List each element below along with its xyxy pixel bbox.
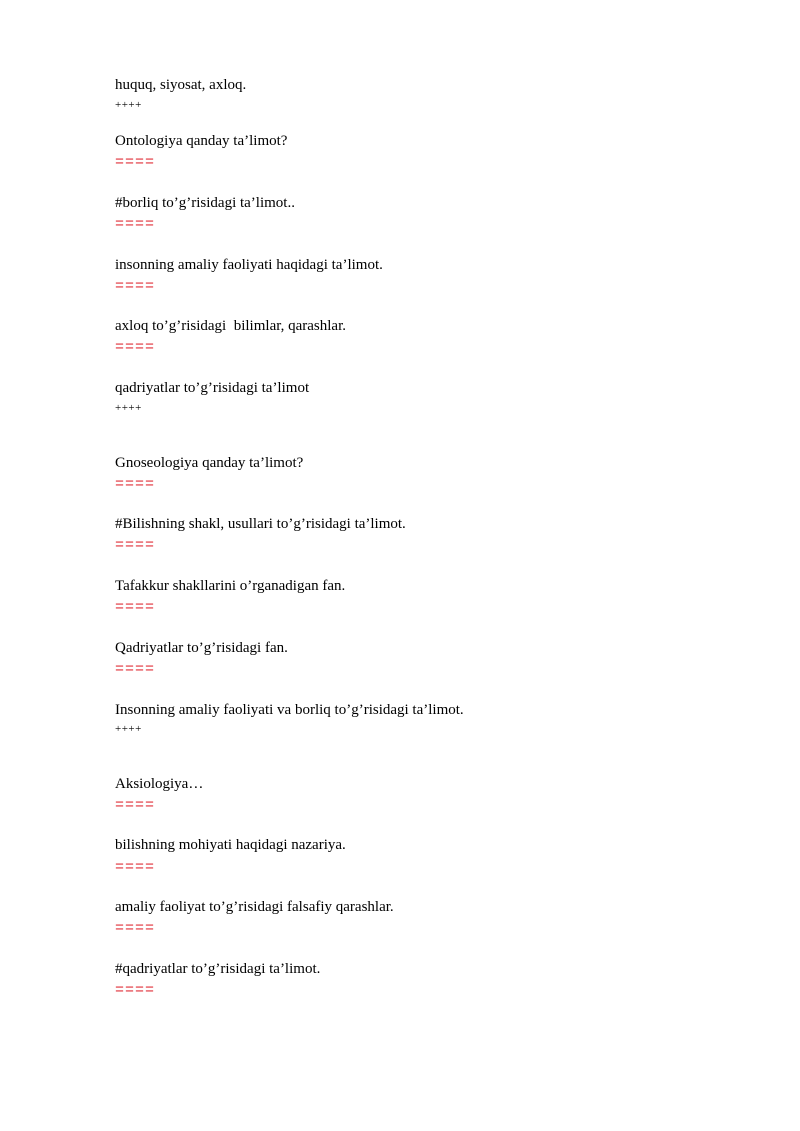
answer-line: insonning amaliy faoliyati haqidagi ta’limot. bbox=[115, 257, 383, 273]
plus-separator: ++++ bbox=[115, 99, 142, 111]
equals-separator: ==== bbox=[115, 278, 156, 295]
answer-line: huquq, siyosat, axloq. bbox=[115, 77, 247, 93]
answer-line: Qadriyatlar to’g’risidagi fan. bbox=[115, 640, 288, 656]
answer-line: qadriyatlar to’g’risidagi ta’limot bbox=[115, 380, 310, 396]
equals-separator: ==== bbox=[115, 476, 156, 493]
equals-separator: ==== bbox=[115, 216, 156, 233]
answer-line: Tafakkur shakllarini o’rganadigan fan. bbox=[115, 578, 346, 594]
equals-separator: ==== bbox=[115, 537, 156, 554]
equals-separator: ==== bbox=[115, 339, 156, 356]
answer-line-correct: #borliq to’g’risidagi ta’limot.. bbox=[115, 195, 295, 211]
question-line: Aksiologiya… bbox=[115, 776, 204, 792]
answer-line: Insonning amaliy faoliyati va borliq to’g’risidagi ta’limot. bbox=[115, 702, 464, 718]
equals-separator: ==== bbox=[115, 154, 156, 171]
answer-line: bilishning mohiyati haqidagi nazariya. bbox=[115, 837, 346, 853]
answer-line-correct: #Bilishning shakl, usullari to’g’risidagi ta’limot. bbox=[115, 516, 406, 532]
answer-line: amaliy faoliyat to’g’risidagi falsafiy qarashlar. bbox=[115, 899, 394, 915]
equals-separator: ==== bbox=[115, 859, 156, 876]
equals-separator: ==== bbox=[115, 982, 156, 999]
equals-separator: ==== bbox=[115, 599, 156, 616]
equals-separator: ==== bbox=[115, 797, 156, 814]
question-line: Ontologiya qanday ta’limot? bbox=[115, 133, 288, 149]
answer-line: axloq to’g’risidagi bilimlar, qarashlar. bbox=[115, 318, 347, 334]
plus-separator: ++++ bbox=[115, 402, 142, 414]
question-line: Gnoseologiya qanday ta’limot? bbox=[115, 455, 304, 471]
equals-separator: ==== bbox=[115, 920, 156, 937]
equals-separator: ==== bbox=[115, 661, 156, 678]
answer-line-correct: #qadriyatlar to’g’risidagi ta’limot. bbox=[115, 961, 321, 977]
plus-separator: ++++ bbox=[115, 723, 142, 735]
